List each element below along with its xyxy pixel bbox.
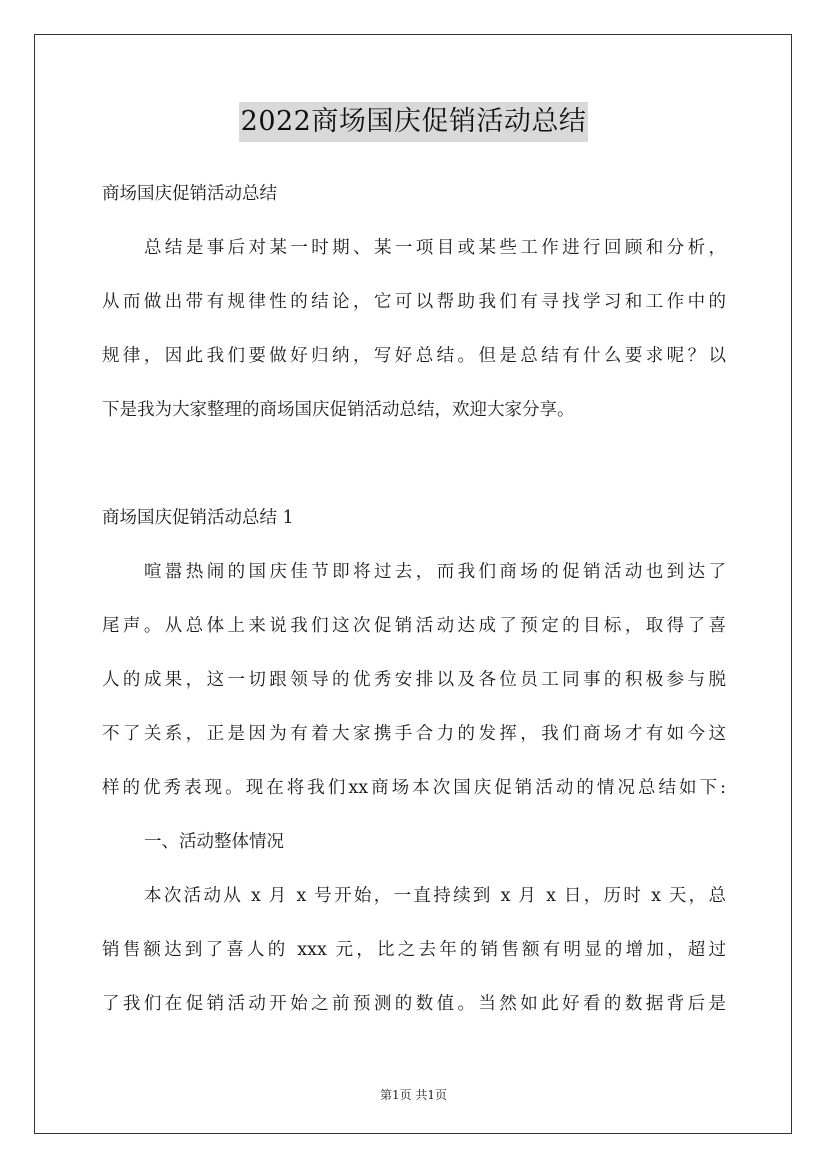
paragraph-line: 喧嚣热闹的国庆佳节即将过去，而我们商场的促销活动也到达了 <box>144 562 726 582</box>
title-container <box>0 102 827 142</box>
paragraph-line: 人的成果，这一切跟领导的优秀安排以及各位员工同事的积极参与脱 <box>102 670 726 690</box>
paragraph-line: 销售额达到了喜人的 xxx 元，比之去年的销售额有明显的增加，超过 <box>102 940 726 960</box>
section-heading: 商场国庆促销活动总结 <box>102 184 277 204</box>
document-title: 2022商场国庆促销活动总结 <box>239 102 589 142</box>
paragraph-line: 本次活动从 x 月 x 号开始，一直持续到 x 月 x 日，历时 x 天，总 <box>144 886 726 906</box>
paragraph-line: 了我们在促销活动开始之前预测的数值。当然如此好看的数据背后是 <box>102 994 726 1014</box>
paragraph-line: 总结是事后对某一时期、某一项目或某些工作进行回顾和分析， <box>144 238 726 258</box>
paragraph-line: 样的优秀表现。现在将我们xx商场本次国庆促销活动的情况总结如下: <box>102 778 726 798</box>
paragraph-line: 规律，因此我们要做好归纳，写好总结。但是总结有什么要求呢？以 <box>102 346 726 366</box>
paragraph-line: 不了关系，正是因为有着大家携手合力的发挥，我们商场才有如今这 <box>102 724 726 744</box>
paragraph-line: 下是我为大家整理的商场国庆促销活动总结，欢迎大家分享。 <box>102 400 575 420</box>
paragraph-line: 从而做出带有规律性的结论，它可以帮助我们有寻找学习和工作中的 <box>102 292 726 312</box>
section-heading: 商场国庆促销活动总结 1 <box>102 508 294 528</box>
paragraph-line: 尾声。从总体上来说我们这次促销活动达成了预定的目标，取得了喜 <box>102 616 726 636</box>
page-footer: 第1页 共1页 <box>379 1088 448 1102</box>
subsection-heading: 一、活动整体情况 <box>144 832 284 852</box>
